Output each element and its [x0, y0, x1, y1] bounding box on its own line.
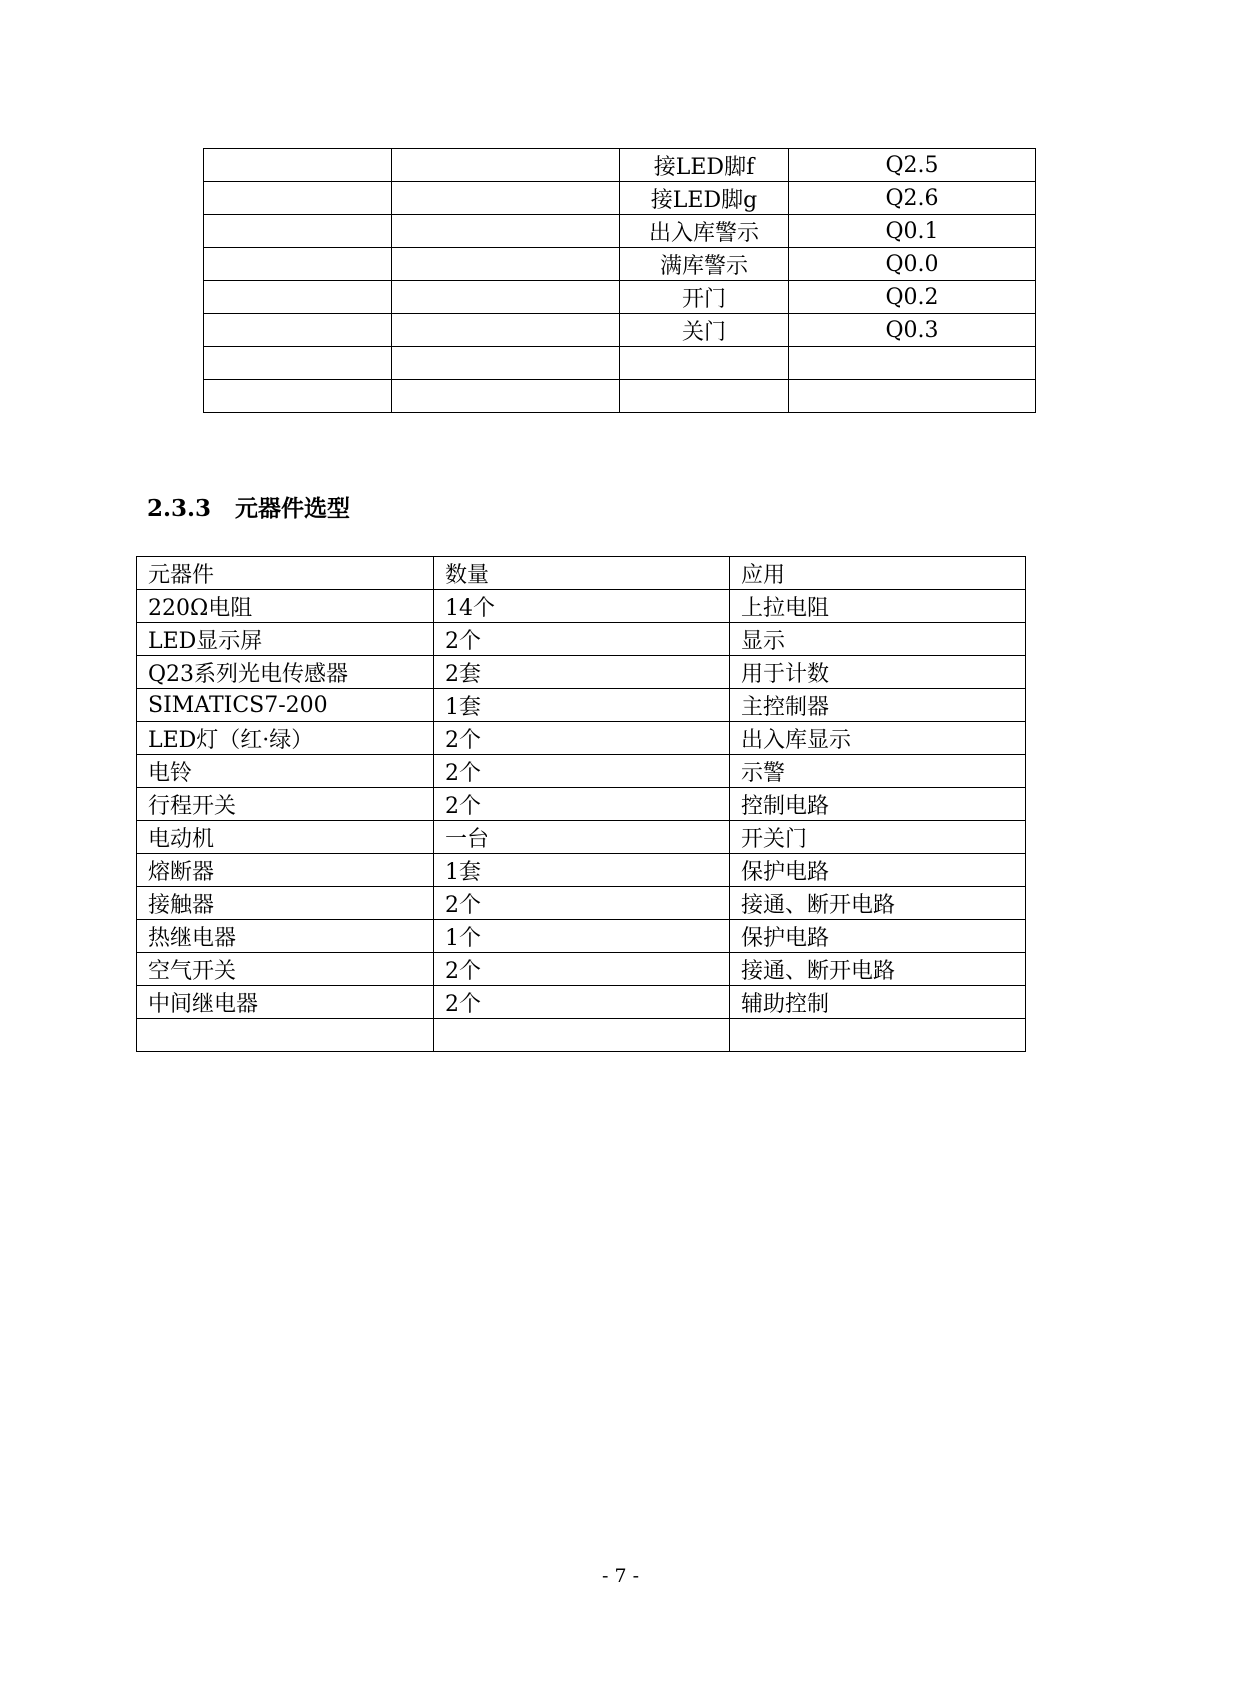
table-cell: 2个 [434, 623, 730, 656]
table-cell [392, 281, 620, 314]
table-row [137, 755, 1026, 788]
table-cell [204, 248, 392, 281]
table-row [137, 590, 1026, 623]
table-cell: 一台 [434, 821, 730, 854]
table-cell [204, 215, 392, 248]
section-title: 元器件选型 [235, 495, 351, 522]
table-row [137, 854, 1026, 887]
table-row [204, 215, 1036, 248]
table-cell: 满库警示 [620, 248, 789, 281]
table-cell: 1个 [434, 920, 730, 953]
io-assignment-table [203, 148, 1036, 413]
table-cell [730, 1019, 1026, 1052]
table-cell [204, 380, 392, 413]
table-cell: 接通、断开电路 [730, 887, 1026, 920]
table-cell [204, 347, 392, 380]
section-heading [147, 490, 350, 523]
table-cell: 接触器 [137, 887, 434, 920]
table-cell: Q2.5 [789, 149, 1036, 182]
table-cell [392, 182, 620, 215]
table-cell [392, 248, 620, 281]
table-cell: 2个 [434, 755, 730, 788]
table-cell [434, 1019, 730, 1052]
table-cell: 用于计数 [730, 656, 1026, 689]
table-cell [620, 380, 789, 413]
table-cell [137, 1019, 434, 1052]
table-row [204, 380, 1036, 413]
table-cell: 示警 [730, 755, 1026, 788]
table-cell: LED显示屏 [137, 623, 434, 656]
table-row [137, 656, 1026, 689]
table-cell: 热继电器 [137, 920, 434, 953]
table-cell [392, 215, 620, 248]
table-cell: 出入库显示 [730, 722, 1026, 755]
table-cell: 2个 [434, 788, 730, 821]
table-row [137, 920, 1026, 953]
table-row [137, 953, 1026, 986]
table-row [137, 689, 1026, 722]
table-cell: 出入库警示 [620, 215, 789, 248]
table-row [137, 623, 1026, 656]
table-cell: 开关门 [730, 821, 1026, 854]
table-cell: 14个 [434, 590, 730, 623]
table-row [137, 821, 1026, 854]
table-cell: 电动机 [137, 821, 434, 854]
table-cell: 接LED脚f [620, 149, 789, 182]
table-cell [620, 347, 789, 380]
table-cell: 电铃 [137, 755, 434, 788]
table-cell [392, 149, 620, 182]
table-cell: 关门 [620, 314, 789, 347]
table-row [204, 347, 1036, 380]
table-header-row [137, 557, 1026, 590]
section-number: 2.3.3 [147, 495, 212, 522]
table-cell [789, 347, 1036, 380]
table-cell: 保护电路 [730, 920, 1026, 953]
table-row [204, 149, 1036, 182]
table-cell: 2个 [434, 953, 730, 986]
table-cell: 1套 [434, 854, 730, 887]
table-cell: 控制电路 [730, 788, 1026, 821]
table-cell: 中间继电器 [137, 986, 434, 1019]
table-cell: Q0.3 [789, 314, 1036, 347]
table-row [204, 182, 1036, 215]
table-cell [392, 314, 620, 347]
table-row [137, 1019, 1026, 1052]
table-cell [789, 380, 1036, 413]
table-cell [204, 281, 392, 314]
table-row [204, 314, 1036, 347]
table-cell: 熔断器 [137, 854, 434, 887]
table-cell: 接LED脚g [620, 182, 789, 215]
table-row [137, 887, 1026, 920]
table-cell: SIMATICS7-200 [137, 689, 434, 722]
column-header: 元器件 [137, 557, 434, 590]
table-cell: 显示 [730, 623, 1026, 656]
table-cell: Q2.6 [789, 182, 1036, 215]
table-cell [392, 380, 620, 413]
page-number: - 7 - [601, 1565, 639, 1587]
table-cell: 2个 [434, 887, 730, 920]
table-cell: 1套 [434, 689, 730, 722]
table-row [137, 722, 1026, 755]
table-row [137, 788, 1026, 821]
table-row [204, 281, 1036, 314]
table-cell [204, 182, 392, 215]
table-cell: Q23系列光电传感器 [137, 656, 434, 689]
table-cell: LED灯（红·绿） [137, 722, 434, 755]
table-cell: Q0.0 [789, 248, 1036, 281]
table-cell: 220Ω电阻 [137, 590, 434, 623]
table-cell: 主控制器 [730, 689, 1026, 722]
table-row [204, 248, 1036, 281]
table-cell [392, 347, 620, 380]
table-cell [204, 314, 392, 347]
component-selection-table [136, 556, 1026, 1052]
table-cell: 2个 [434, 986, 730, 1019]
table-cell: 开门 [620, 281, 789, 314]
column-header: 数量 [434, 557, 730, 590]
table-cell: Q0.1 [789, 215, 1036, 248]
table-cell [204, 149, 392, 182]
column-header: 应用 [730, 557, 1026, 590]
table-cell: 接通、断开电路 [730, 953, 1026, 986]
table-cell: 空气开关 [137, 953, 434, 986]
table-cell: 保护电路 [730, 854, 1026, 887]
table-cell: 辅助控制 [730, 986, 1026, 1019]
table-cell: Q0.2 [789, 281, 1036, 314]
table-cell: 2个 [434, 722, 730, 755]
table-cell: 上拉电阻 [730, 590, 1026, 623]
table-row [137, 986, 1026, 1019]
table-cell: 2套 [434, 656, 730, 689]
table-cell: 行程开关 [137, 788, 434, 821]
